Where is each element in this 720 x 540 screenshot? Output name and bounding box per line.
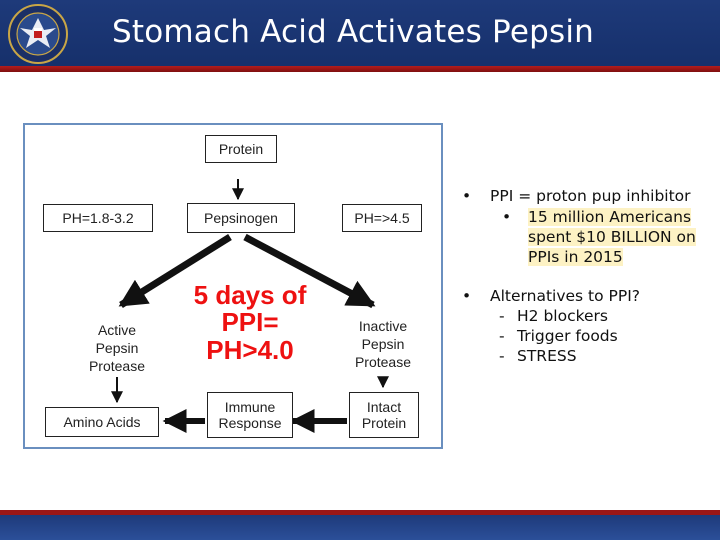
alternatives-list — [458, 306, 713, 366]
bullet-dot: • — [462, 286, 472, 305]
bullet-alternatives: • Alternatives to PPI? — [462, 286, 641, 305]
va-seal-logo — [8, 4, 68, 64]
immune-response-box: Immune Response — [207, 392, 293, 438]
bullet-list — [458, 186, 713, 366]
bullet-dot: • — [502, 208, 512, 227]
intact-protein-box: Intact Protein — [349, 392, 419, 438]
pepsin-activation-diagram — [23, 123, 443, 449]
amino-acids-box: Amino Acids — [45, 407, 159, 437]
page-title: Stomach Acid Activates Pepsin — [112, 14, 594, 50]
inactive-pepsin-label: Inactive Pepsin Protease — [354, 318, 412, 371]
active-pepsin-label: Active Pepsin Protease — [88, 322, 146, 375]
bullet-ppi: • PPI = proton pup inhibitor — [462, 187, 691, 205]
list-item: - Trigger foods — [499, 326, 618, 345]
ph-left-box: PH=1.8-3.2 — [43, 204, 153, 232]
header-stripe — [0, 66, 720, 72]
sub-bullet-americans: • 15 million Americans spent $10 BILLION on PPIs in 2015 — [502, 208, 696, 267]
pepsinogen-box: Pepsinogen — [187, 203, 295, 233]
ppi-callout: 5 days of PPI= PH>4.0 — [193, 280, 307, 365]
slide-footer — [0, 515, 720, 540]
list-item: - H2 blockers — [499, 306, 609, 325]
protein-box: Protein — [205, 135, 277, 163]
bullet-dot: • — [462, 187, 472, 205]
ph-right-box: PH=>4.5 — [342, 204, 422, 232]
list-item: - STRESS — [499, 346, 577, 365]
